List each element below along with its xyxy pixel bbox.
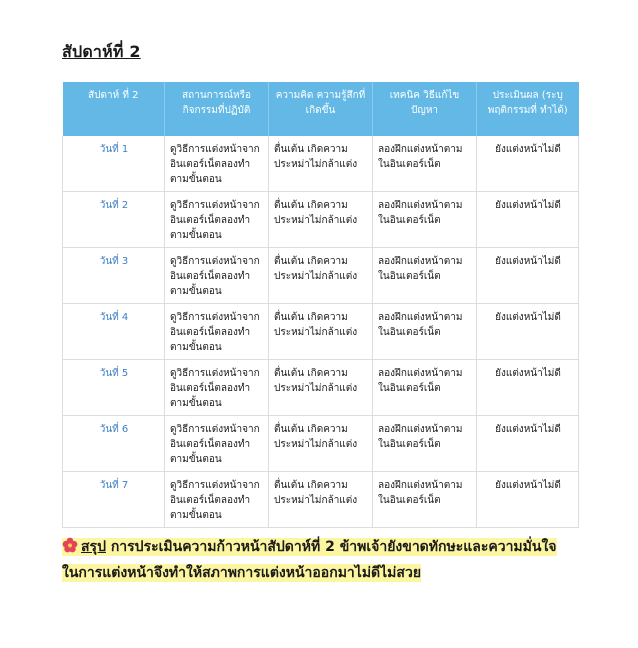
cell-day: วันที่ 7 (63, 472, 165, 528)
weekly-log-table (62, 82, 579, 528)
summary-highlight (62, 538, 557, 582)
cell-day: วันที่ 1 (63, 136, 165, 192)
cell-activity: ดูวิธีการแต่งหน้าจาก อินเตอร์เน็ตลองทำ ตามขั้นตอน (165, 136, 269, 192)
summary-text: การประเมินความก้าวหน้าสัปดาห์ที่ 2 ข้าพเจ้ายังขาดทักษะและความมั่นใจในการแต่งหน้าจึงทำให้สภาพการแต่งหน้าออกมาไม่ดีไม่สวย (62, 539, 557, 581)
cell-day: วันที่ 6 (63, 416, 165, 472)
header-activity: สถานการณ์หรือ กิจกรรมที่ปฏิบัติ (165, 82, 269, 136)
cell-feeling: ตื่นเต้น เกิดความ ประหม่าไม่กล้าแต่ง (269, 360, 373, 416)
summary-label: สรุป (81, 539, 106, 555)
cell-technique: ลองฝึกแต่งหน้าตาม ในอินเตอร์เน็ต (373, 192, 477, 248)
cell-result: ยังแต่งหน้าไม่ดี (477, 192, 579, 248)
cell-activity: ดูวิธีการแต่งหน้าจาก อินเตอร์เน็ตลองทำ ตามขั้นตอน (165, 360, 269, 416)
header-week: สัปดาห์ ที่ 2 (63, 82, 165, 136)
cell-technique: ลองฝึกแต่งหน้าตาม ในอินเตอร์เน็ต (373, 416, 477, 472)
header-technique: เทคนิค วิธีแก้ไข ปัญหา (373, 82, 477, 136)
cell-feeling: ตื่นเต้น เกิดความ ประหม่าไม่กล้าแต่ง (269, 248, 373, 304)
cell-result: ยังแต่งหน้าไม่ดี (477, 360, 579, 416)
cell-activity: ดูวิธีการแต่งหน้าจาก อินเตอร์เน็ตลองทำ ตามขั้นตอน (165, 416, 269, 472)
cell-feeling: ตื่นเต้น เกิดความ ประหม่าไม่กล้าแต่ง (269, 192, 373, 248)
weekly-log-table-container (62, 82, 578, 528)
table-row (63, 136, 579, 192)
cell-technique: ลองฝึกแต่งหน้าตาม ในอินเตอร์เน็ต (373, 248, 477, 304)
table-row (63, 248, 579, 304)
table-row (63, 192, 579, 248)
cell-activity: ดูวิธีการแต่งหน้าจาก อินเตอร์เน็ตลองทำ ตามขั้นตอน (165, 248, 269, 304)
table-row (63, 360, 579, 416)
cell-technique: ลองฝึกแต่งหน้าตาม ในอินเตอร์เน็ต (373, 472, 477, 528)
cell-activity: ดูวิธีการแต่งหน้าจาก อินเตอร์เน็ตลองทำ ตามขั้นตอน (165, 304, 269, 360)
cell-result: ยังแต่งหน้าไม่ดี (477, 416, 579, 472)
header-feeling: ความคิด ความรู้สึกที่ เกิดขึ้น (269, 82, 373, 136)
cell-technique: ลองฝึกแต่งหน้าตาม ในอินเตอร์เน็ต (373, 360, 477, 416)
cell-result: ยังแต่งหน้าไม่ดี (477, 472, 579, 528)
header-result: ประเมินผล (ระบุพฤติกรรมที่ ทำได้) (477, 82, 579, 136)
cell-result: ยังแต่งหน้าไม่ดี (477, 248, 579, 304)
table-header-row (63, 82, 579, 136)
page-title: สัปดาห์ที่ 2 (62, 42, 141, 61)
table-row (63, 304, 579, 360)
table-row (63, 472, 579, 528)
hibiscus-flower-icon (62, 537, 78, 553)
cell-day: วันที่ 5 (63, 360, 165, 416)
cell-feeling: ตื่นเต้น เกิดความ ประหม่าไม่กล้าแต่ง (269, 416, 373, 472)
cell-activity: ดูวิธีการแต่งหน้าจาก อินเตอร์เน็ตลองทำ ตามขั้นตอน (165, 192, 269, 248)
table-row (63, 416, 579, 472)
cell-activity: ดูวิธีการแต่งหน้าจาก อินเตอร์เน็ตลองทำ ตามขั้นตอน (165, 472, 269, 528)
cell-day: วันที่ 2 (63, 192, 165, 248)
cell-feeling: ตื่นเต้น เกิดความ ประหม่าไม่กล้าแต่ง (269, 136, 373, 192)
cell-feeling: ตื่นเต้น เกิดความ ประหม่าไม่กล้าแต่ง (269, 472, 373, 528)
cell-technique: ลองฝึกแต่งหน้าตาม ในอินเตอร์เน็ต (373, 136, 477, 192)
cell-technique: ลองฝึกแต่งหน้าตาม ในอินเตอร์เน็ต (373, 304, 477, 360)
cell-feeling: ตื่นเต้น เกิดความ ประหม่าไม่กล้าแต่ง (269, 304, 373, 360)
cell-day: วันที่ 3 (63, 248, 165, 304)
cell-result: ยังแต่งหน้าไม่ดี (477, 304, 579, 360)
cell-result: ยังแต่งหน้าไม่ดี (477, 136, 579, 192)
summary-paragraph (62, 534, 562, 586)
cell-day: วันที่ 4 (63, 304, 165, 360)
